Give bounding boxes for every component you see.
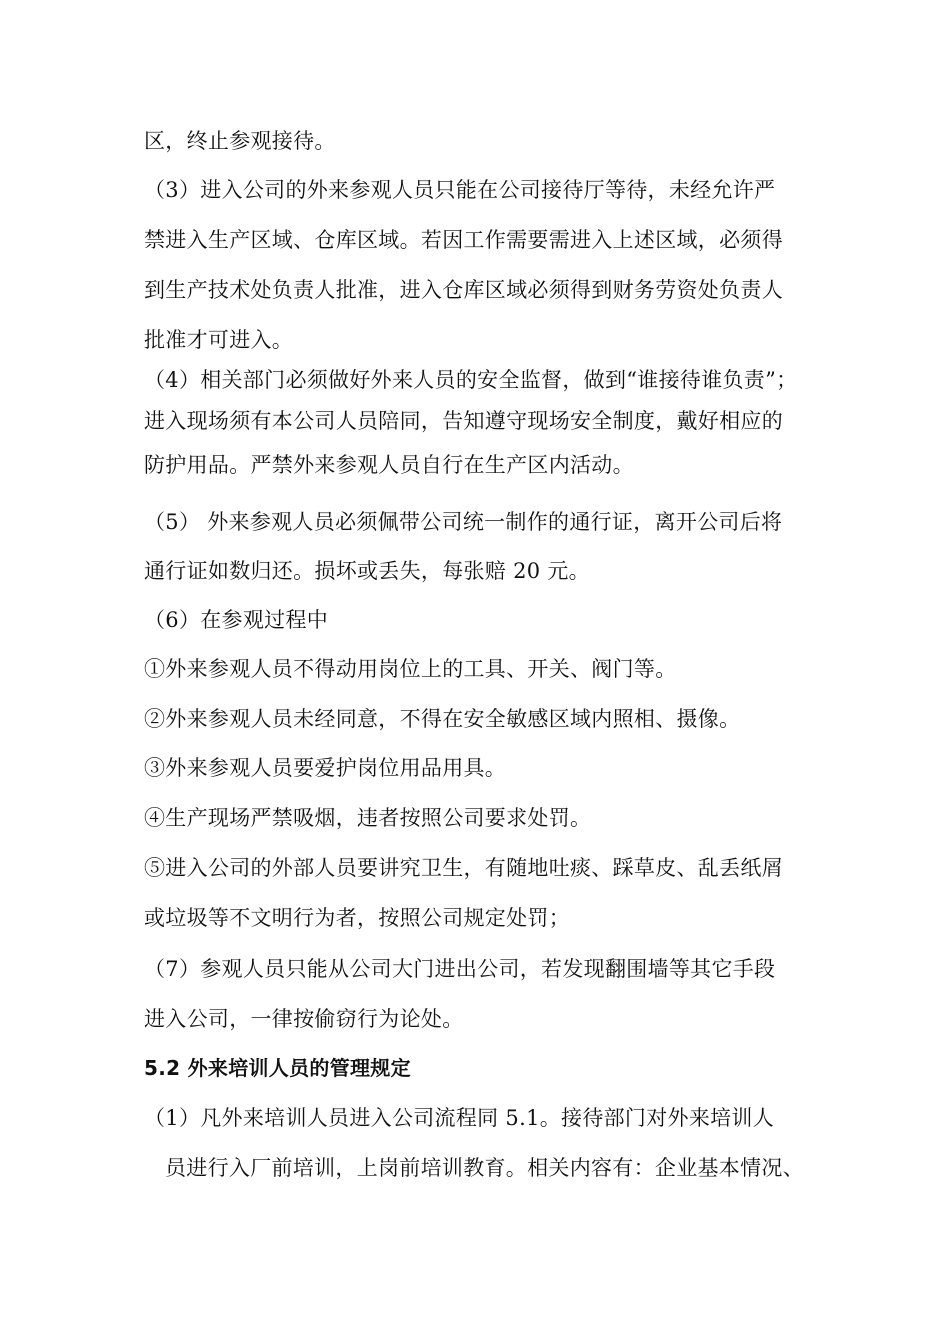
text-line: ⑤进入公司的外部人员要讲究卫生，有随地吐痰、踩草皮、乱丢纸屑 xyxy=(144,856,783,880)
text-line: ②外来参观人员未经同意，不得在安全敏感区域内照相、摄像。 xyxy=(144,707,741,731)
text-line: 进入现场须有本公司人员陪同，告知遵守现场安全制度，戴好相应的 xyxy=(144,409,783,433)
text-line: （7）参观人员只能从公司大门进出公司，若发现翻围墙等其它手段 xyxy=(144,957,776,981)
text-line: （3）进入公司的外来参观人员只能在公司接待厅等待，未经允许严 xyxy=(144,178,776,202)
text-line: 员进行入厂前培训，上岗前培训教育。相关内容有：企业基本情况、 xyxy=(165,1156,804,1180)
text-line: 批准才可进入。 xyxy=(144,328,294,352)
text-line: （6）在参观过程中 xyxy=(144,608,329,632)
section-heading: 5.2 外来培训人员的管理规定 xyxy=(144,1056,411,1080)
text-line: ①外来参观人员不得动用岗位上的工具、开关、阀门等。 xyxy=(144,657,677,681)
text-line: 到生产技术处负责人批准，进入仓库区域必须得到财务劳资处负责人 xyxy=(144,278,783,302)
text-line: 防护用品。严禁外来参观人员自行在生产区内活动。 xyxy=(144,453,634,477)
text-line: ④生产现场严禁吸烟，违者按照公司要求处罚。 xyxy=(144,806,592,830)
text-line: 或垃圾等不文明行为者，按照公司规定处罚； xyxy=(144,906,570,930)
text-line: ③外来参观人员要爱护岗位用品用具。 xyxy=(144,756,507,780)
text-line: （5） 外来参观人员必须佩带公司统一制作的通行证，离开公司后将 xyxy=(144,510,783,534)
text-line: 区，终止参观接待。 xyxy=(144,129,336,153)
text-line: （4）相关部门必须做好外来人员的安全监督，做到“谁接待谁负责”； xyxy=(144,368,798,392)
text-line: 通行证如数归还。损坏或丢失，每张赔 20 元。 xyxy=(144,559,590,583)
text-line: （1）凡外来培训人员进入公司流程同 5.1。接待部门对外来培训人 xyxy=(144,1106,775,1130)
text-line: 禁进入生产区域、仓库区域。若因工作需要需进入上述区域，必须得 xyxy=(144,228,783,252)
text-line: 进入公司，一律按偷窃行为论处。 xyxy=(144,1007,464,1031)
